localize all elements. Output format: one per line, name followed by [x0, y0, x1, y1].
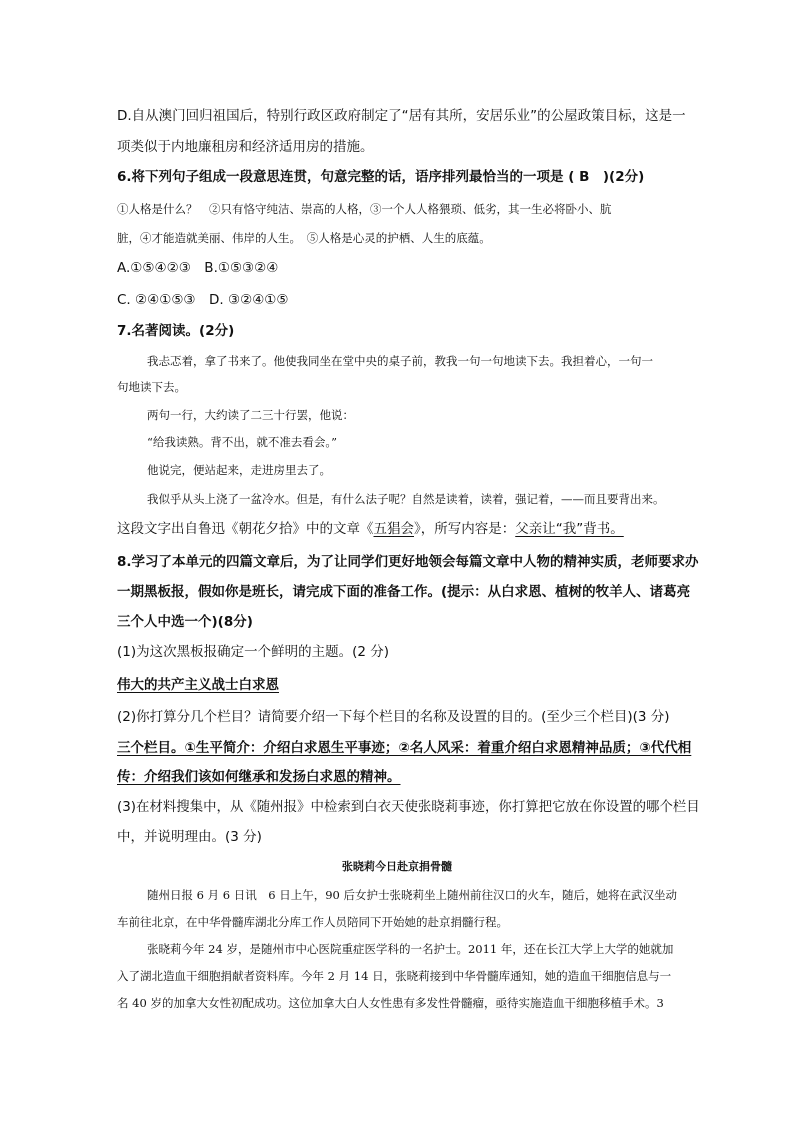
question-8-answer-2a: 三个栏目。①生平简介：介绍白求恩生平事迹；②名人风采：着重介绍白求恩精神品质；③代代相: [117, 740, 692, 756]
article-paragraph-2a: 张晓莉今年 24 岁，是随州市中心医院重症医学科的一名护士。2011 年，还在长江大学上大学的她就加: [147, 942, 674, 956]
question-8-answer-2b: 传：介绍我们该如何继承和发扬白求恩的精神。: [117, 769, 401, 785]
excerpt-paragraph-4: 他说完，便站起来，走进房里去了。: [147, 463, 331, 477]
question-6-sentences-line2: 脏，④才能造就美丽、伟岸的人生。 ⑤人格是心灵的护栖、人生的底蕴。: [117, 231, 491, 245]
q5-option-d-line2: 项类似于内地廉租房和经济适用房的措施。: [117, 139, 374, 155]
article-paragraph-1b: 车前往北京，在中华骨髓库湖北分库工作人员陪同下开始她的赴京捐髓行程。: [117, 915, 508, 929]
question-8-sub3-line2: 中，并说明理由。(3 分): [117, 829, 262, 845]
question-8-sub2: (2)你打算分几个栏目？请简要介绍一下每个栏目的名称及设置的目的。(至少三个栏目)(3 分): [117, 709, 670, 725]
question-7-answer-mid: 》，所写内容是：: [414, 521, 516, 537]
excerpt-paragraph-1a: 我忐忑着，拿了书来了。他使我同坐在堂中央的桌子前，教我一句一句地读下去。我担着心，一句一: [147, 354, 653, 368]
article-paragraph-2b: 入了湖北造血干细胞捐献者资料库。今年 2 月 14 日，张晓莉接到中华骨髓库通知，她的造血干细胞信息与一: [117, 969, 672, 983]
article-title: 张晓莉今日赴京捐骨髓: [341, 860, 453, 873]
question-7-answer: [117, 519, 624, 539]
article-paragraph-2c: 名 40 岁的加拿大女性初配成功。这位加拿大白人女性患有多发性骨髓瘤，亟待实施造血干细胞移植手术。3: [117, 996, 664, 1010]
question-7-answer-title: 五猖会: [373, 521, 414, 537]
question-6-options-ab: A.①⑤④②③ B.①⑤③②④: [117, 260, 279, 276]
excerpt-paragraph-2: 两句一行，大约读了二三十行罢，他说：: [147, 408, 354, 422]
question-7-stem: 7.名著阅读。(2分): [117, 323, 235, 339]
excerpt-paragraph-5: 我似乎从头上浇了一盆冷水。但是，有什么法子呢？自然是读着，读着，强记着，——而且要背出来。: [147, 492, 665, 506]
question-7-answer-content: 父亲让“我”背书。: [515, 521, 624, 537]
question-6-sentences-line1: ①人格是什么？ ②只有恪守纯洁、崇高的人格，③一个人人格猥琐、低劣，其一生必将卧小、肮: [117, 202, 612, 216]
excerpt-paragraph-3: “给我读熟。背不出，就不准去看会。”: [147, 435, 338, 449]
question-8-sub3-line1: (3)在材料搜集中，从《随州报》中检索到白衣天使张晓莉事迹，你打算把它放在你设置的哪个栏目: [117, 800, 700, 815]
question-6-stem: 6.将下列句子组成一段意思连贯，句意完整的话，语序排列最恰当的一项是 ( B )(2分): [117, 169, 645, 185]
question-7-answer-prefix: 这段文字出自鲁迅《朝花夕拾》中的文章《: [117, 521, 374, 537]
excerpt-paragraph-1b: 句地读下去。: [117, 380, 186, 394]
question-8-stem-line1: 8.学习了本单元的四篇文章后，为了让同学们更好地领会每篇文章中人物的精神实质，老师要求办: [117, 554, 699, 570]
question-8-answer-1: 伟大的共产主义战士白求恩: [117, 677, 279, 693]
question-6-options-cd: C. ②④①⑤③ D. ③②④①⑤: [117, 292, 289, 308]
article-paragraph-1a: 随州日报 6 月 6 日讯 6 日上午，90 后女护士张晓莉坐上随州前往汉口的火车，随后，她将在武汉坐动: [147, 888, 678, 902]
question-8-sub1: (1)为这次黑板报确定一个鲜明的主题。(2 分): [117, 644, 390, 660]
q5-option-d-line1: D.自从澳门回归祖国后，特别行政区政府制定了“居有其所，安居乐业”的公屋政策目标，这是一: [117, 108, 686, 124]
question-8-stem-line2: 一期黑板报，假如你是班长，请完成下面的准备工作。(提示：从白求恩、植树的牧羊人、诸葛亮: [117, 584, 691, 600]
question-8-stem-line3: 三个人中选一个)(8分): [117, 614, 253, 630]
